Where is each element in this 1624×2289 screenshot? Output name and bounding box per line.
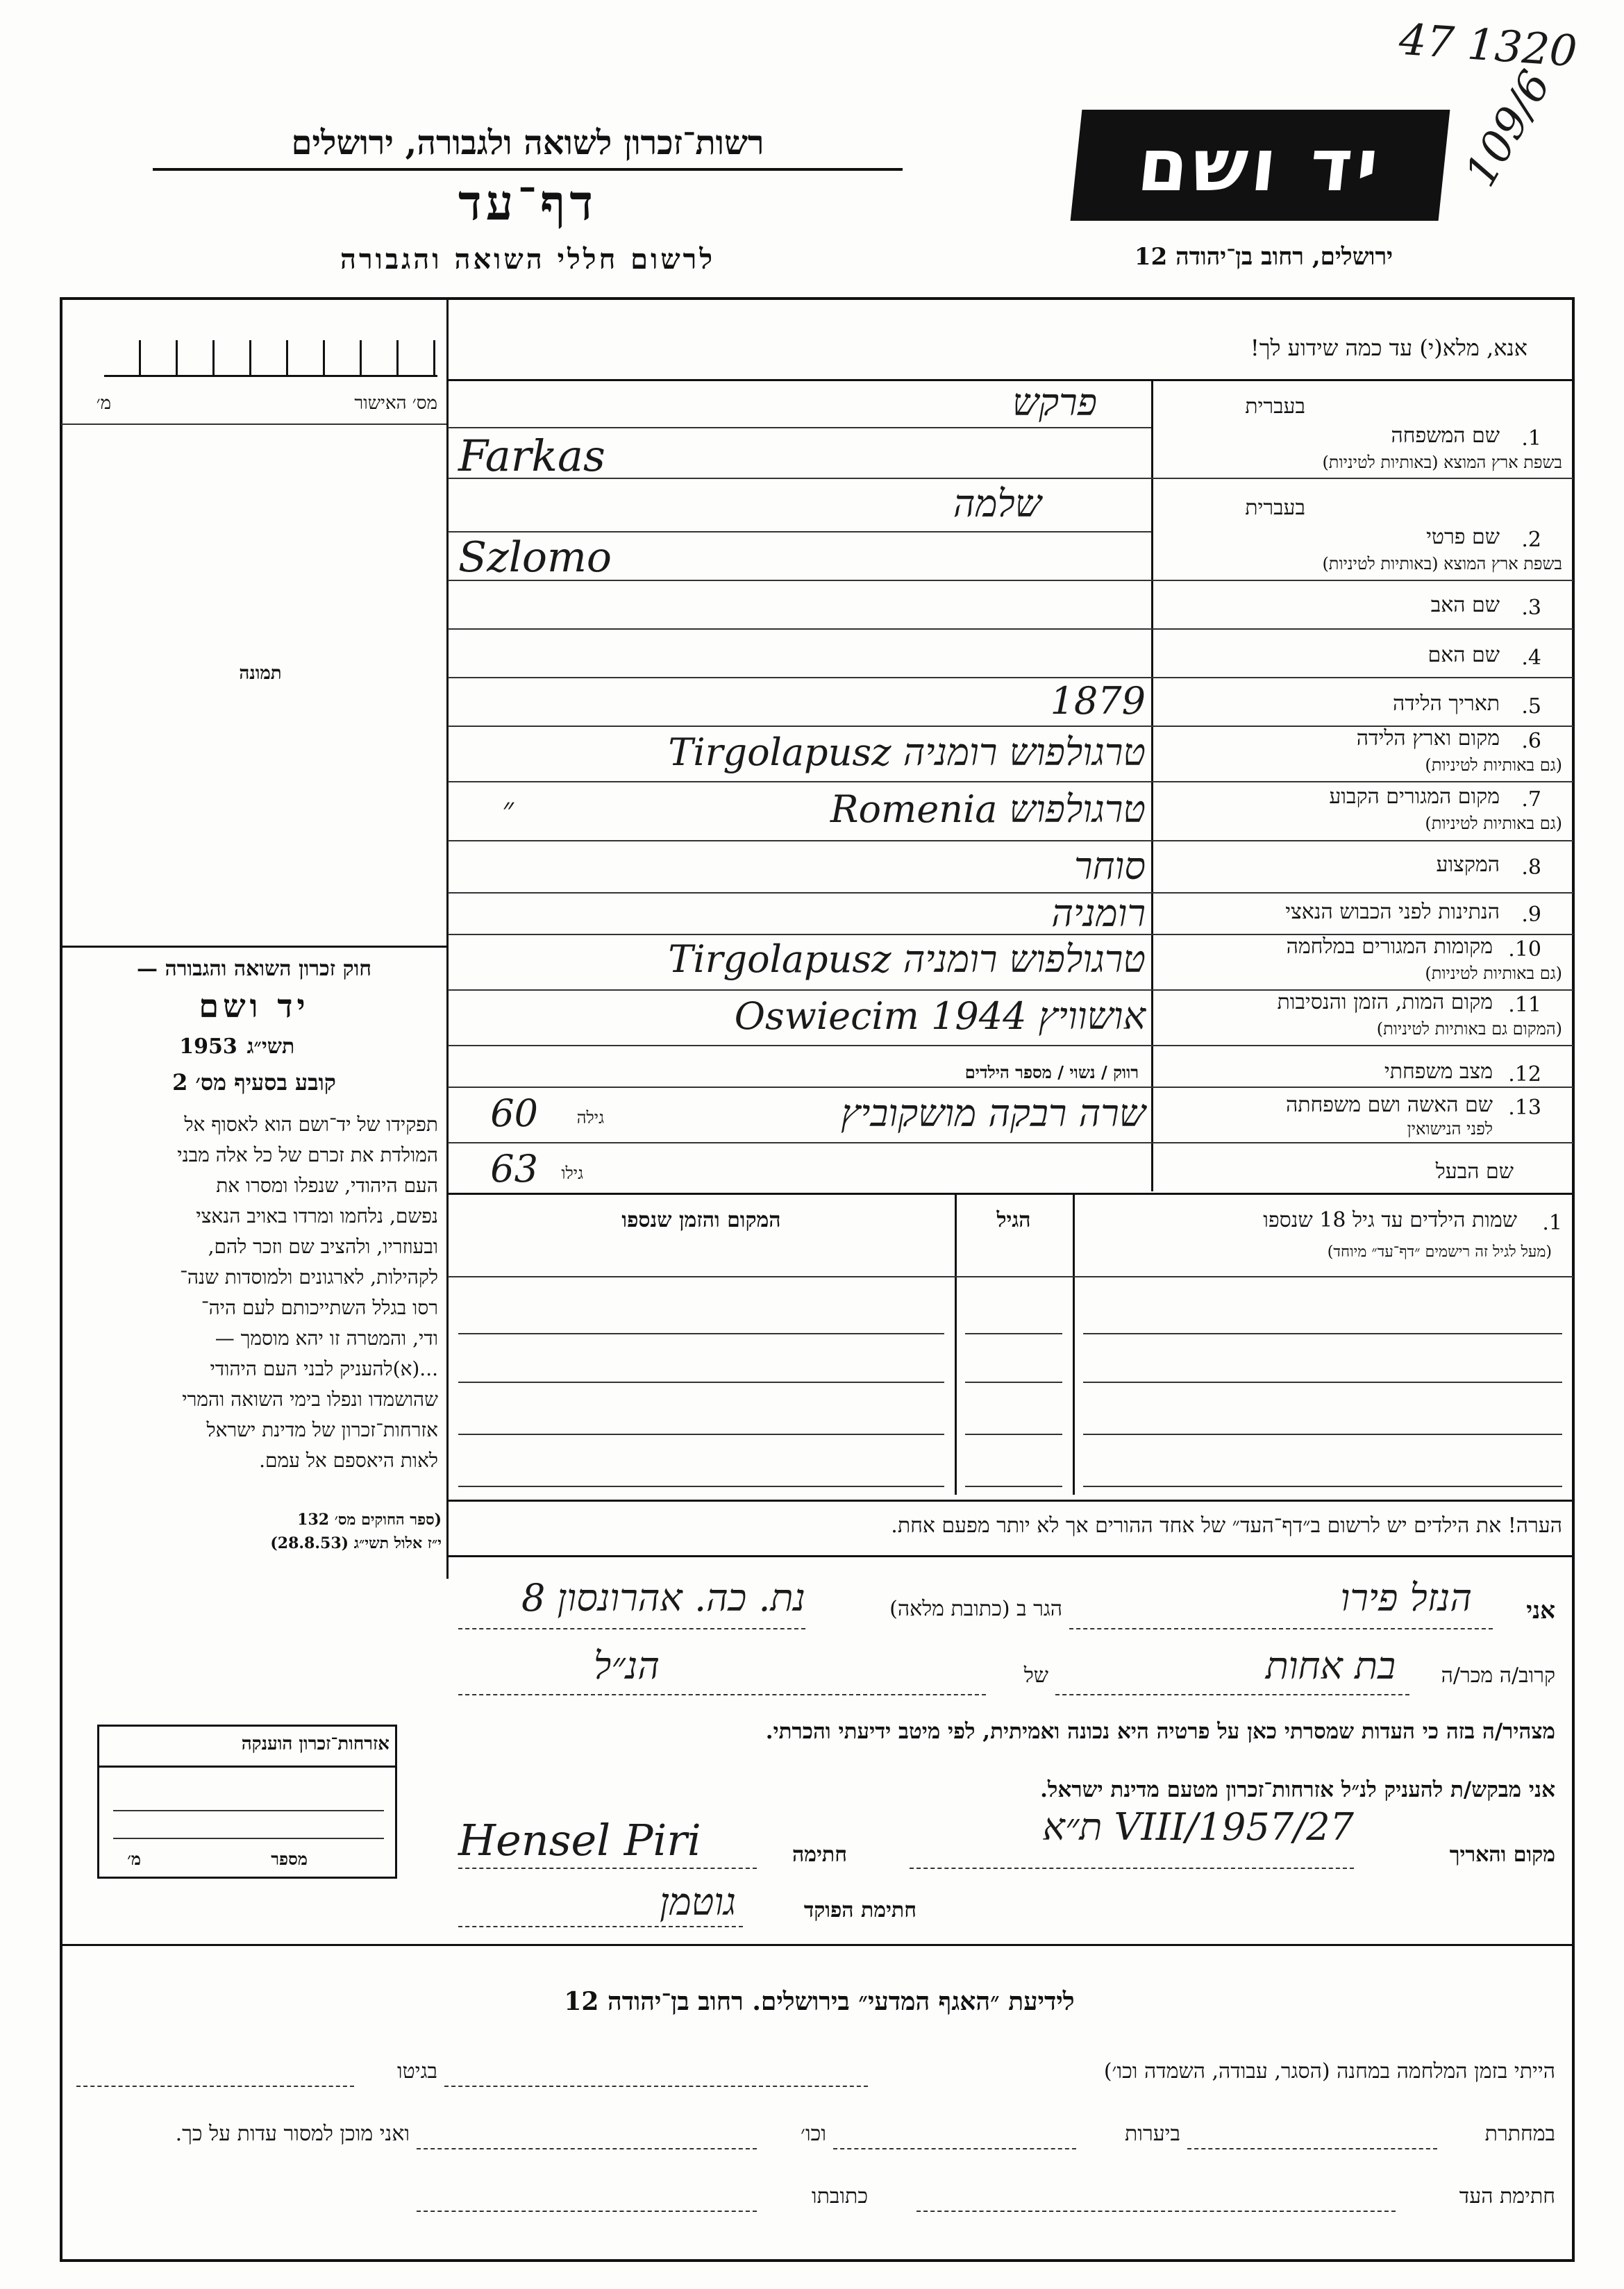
photo-placeholder: תמונה [239, 663, 282, 684]
family-name-hebrew: פרקש [1012, 380, 1097, 424]
officer-signature: גוטמן [659, 1880, 736, 1924]
wife-name-value: שרה רבקה מושקוביץ [841, 1091, 1146, 1135]
residence-value: טרגולפוש Romenia [830, 787, 1146, 831]
wartime-residence-value: טרגולפוש רומניה Tirgolapusz [668, 937, 1146, 981]
institution-name: רשות־זכרון לשואה ולגבורה, ירושלים [153, 124, 903, 171]
law-name: יד ושם [199, 987, 310, 1025]
yad-vashem-logo: יד ושם [1071, 110, 1450, 221]
death-place-value: אושוויץ 1944 Oswiecim [734, 994, 1146, 1038]
birth-date-value: 1879 [1050, 679, 1146, 723]
law-body: תפקידו של יד־ושם הוא לאסוף אל המולדת את זכרם של כל אלה מבני העם היהודי, שנפלו ומסרו את נפשם, נלחמו ומרדו באויב הנאצי ובעוזריו, ולהציב שם וזכר להם, לקהילות, לארגונים ולמוסדות שנה־ רסו בגלל השתייכותם לעם היה־ ודי, והמטרה זו יהא מוסמך — ...(א)להעניק לבני העם היהודי שהושמדו ונפלו בימי השואה והמרי אזרחות־זכרון של מדינת ישראל לאות היאספם אל עמם. [177, 1113, 438, 1472]
place-date-value: 27/VIII/1957 ת״א [1042, 1805, 1354, 1849]
reference-subnumber: 109/6 [1455, 62, 1561, 195]
declarant-address: נת. כה. אהרונסון 8 [521, 1576, 805, 1620]
law-source: (ספר החוקים מס׳ 132 [297, 1511, 442, 1529]
col-age: הגיל [996, 1208, 1031, 1232]
wife-age-value: 60 [490, 1091, 538, 1135]
declaration-statement: מצהיר/ה בזה כי העדות שמסרתי כאן על פרטיה היא נכונה ואמיתית, לפי מיטב ידיעתי והכרתי. [765, 1719, 1555, 1744]
relationship-of-value: הנ״ל [594, 1644, 660, 1688]
relationship-value: בת אחות [1265, 1644, 1396, 1688]
husband-age-value: 63 [490, 1147, 538, 1191]
law-year-hebrew: תשי״ג [246, 1034, 295, 1059]
instruction: אנא, מלא(י) עד כמה שידוע לך! [1250, 335, 1527, 361]
law-year: 1953 [179, 1034, 237, 1059]
first-name-hebrew: שלמה [953, 482, 1041, 526]
occupation-value: סוחר [1073, 844, 1146, 888]
form-subtitle: לרשום חללי השואה והגבורה [340, 243, 716, 276]
family-name-latin: Farkas [458, 430, 605, 481]
first-name-latin: Szlomo [458, 533, 612, 582]
nationality-value: רומניה [1051, 891, 1146, 935]
signature-value: Hensel Piri [458, 1815, 701, 1865]
law-clause: קובע בסעיף מס׳ 2 [172, 1069, 336, 1096]
declaration-request: אני מבקש/ת להעניק לנ״ל אזרחות־זכרון מטעם מדינת ישראל. [1040, 1777, 1555, 1802]
law-title: חוק זכרון השואה והגבורה — [137, 957, 371, 981]
reference-number: 47 1320 [1397, 13, 1579, 77]
digit-boxes [104, 340, 437, 377]
footer-title: לידיעת ״האגף המדעי״ בירושלים. רחוב בן־יהודה 12 [564, 1987, 1075, 2016]
marital-options: רווק / נשוי / מספר הילדים [964, 1062, 1139, 1082]
address: ירושלים, רחוב בן־יהודה 12 [1134, 243, 1393, 271]
declarant-name: הנזל פירו [1340, 1576, 1472, 1620]
form-title: דף־עד [458, 174, 597, 231]
col-place-time: המקום והזמן שנספו [621, 1208, 781, 1232]
memorial-citizenship-stamp: אזרחות־זכרון הוענקה מספר מ׳ [97, 1725, 397, 1879]
birth-place-value: טרגולפוש רומניה Tirgolapusz [668, 730, 1146, 774]
law-source-date: י״ז אלול תשי״ג (28.8.53) [270, 1534, 442, 1552]
cert-number-label: מס׳ האישור [354, 393, 437, 414]
remark: הערה! את הילדים יש לרשום ב״דף־העד״ של אחד ההורים אך לא יותר מפעם אחת. [891, 1514, 1562, 1538]
